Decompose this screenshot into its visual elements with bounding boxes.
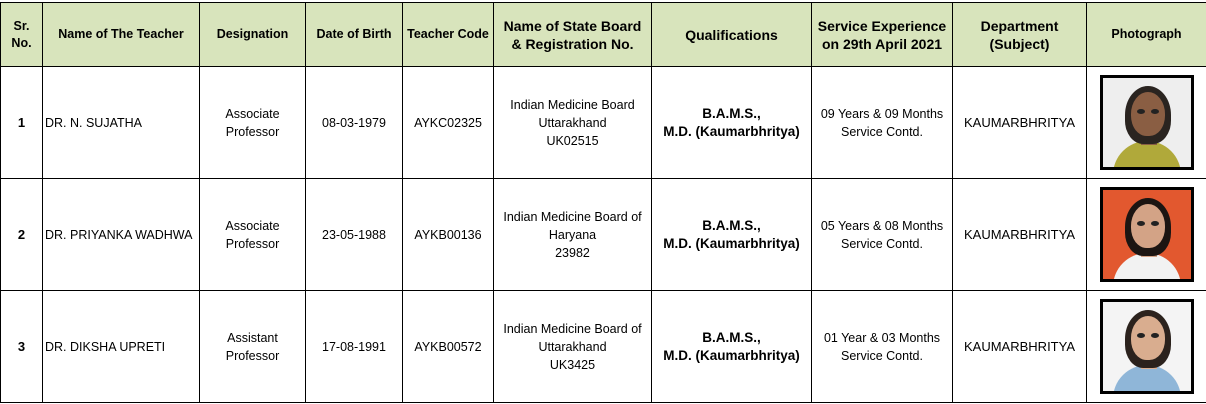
state-board-cell — [494, 179, 652, 291]
qualifications-line: M.D. (Kaumarbhritya) — [663, 235, 800, 251]
photo-face — [1131, 204, 1165, 248]
teacher-code-cell: AYKB00136 — [403, 179, 494, 291]
designation-cell: Associate Professor — [200, 67, 306, 179]
date-of-birth-cell: 17-08-1991 — [306, 291, 403, 403]
service-experience-line: 01 Year & 03 Months — [823, 330, 941, 345]
col-header-designation: Designation — [200, 3, 306, 67]
sr-no-cell: 2 — [1, 179, 43, 291]
table-row — [1, 67, 1206, 179]
department-cell: KAUMARBHRITYA — [953, 67, 1087, 179]
col-header-service-experience: Service Experience on 29th April 2021 — [812, 3, 953, 67]
teacher-photo — [1100, 299, 1194, 394]
date-of-birth-cell: 23-05-1988 — [306, 179, 403, 291]
col-header-sr-no: Sr. No. — [1, 3, 43, 67]
qualifications-line: M.D. (Kaumarbhritya) — [663, 123, 800, 139]
state-board-line: UK02515 — [546, 133, 599, 148]
state-board-line: 23982 — [555, 245, 590, 260]
qualifications-cell — [652, 179, 812, 291]
qualifications-line: B.A.M.S., — [702, 217, 761, 233]
state-board-line: Haryana — [548, 227, 597, 242]
qualifications-cell — [652, 67, 812, 179]
sr-no-cell: 1 — [1, 67, 43, 179]
teacher-code-cell: AYKB00572 — [403, 291, 494, 403]
faculty-table — [0, 2, 1206, 403]
photograph-cell — [1087, 179, 1206, 291]
department-cell: KAUMARBHRITYA — [953, 179, 1087, 291]
col-header-department: Department (Subject) — [953, 3, 1087, 67]
photo-face — [1131, 92, 1165, 136]
state-board-line: Indian Medicine Board — [510, 97, 635, 112]
service-experience-line: Service Contd. — [841, 124, 923, 139]
service-experience-line: Service Contd. — [841, 236, 923, 251]
teacher-code-cell: AYKC02325 — [403, 67, 494, 179]
designation-cell: Associate Professor — [200, 179, 306, 291]
state-board-cell — [494, 291, 652, 403]
col-header-teacher-code: Teacher Code — [403, 3, 494, 67]
photo-eye — [1151, 333, 1159, 338]
header-row — [1, 3, 1206, 67]
table-row — [1, 179, 1206, 291]
state-board-line: UK3425 — [549, 357, 596, 372]
col-header-date-of-birth: Date of Birth — [306, 3, 403, 67]
state-board-line: Uttarakhand — [538, 115, 607, 130]
photo-eye — [1137, 109, 1145, 114]
designation-cell: Assistant Professor — [200, 291, 306, 403]
photograph-cell — [1087, 67, 1206, 179]
col-header-qualifications: Qualifications — [652, 3, 812, 67]
state-board-cell — [494, 67, 652, 179]
state-board-line: Uttarakhand — [538, 339, 607, 354]
teacher-name-cell: DR. PRIYANKA WADHWA — [43, 179, 200, 291]
col-header-teacher-name: Name of The Teacher — [43, 3, 200, 67]
state-board-line: Indian Medicine Board of — [503, 209, 642, 224]
service-experience-cell — [812, 179, 953, 291]
photo-eye — [1151, 109, 1159, 114]
date-of-birth-cell: 08-03-1979 — [306, 67, 403, 179]
department-cell: KAUMARBHRITYA — [953, 291, 1087, 403]
state-board-line: Indian Medicine Board of — [503, 321, 642, 336]
table-row — [1, 291, 1206, 403]
col-header-photograph: Photograph — [1087, 3, 1206, 67]
photograph-cell — [1087, 291, 1206, 403]
photo-eye — [1137, 221, 1145, 226]
qualifications-line: B.A.M.S., — [702, 105, 761, 121]
service-experience-line: 05 Years & 08 Months — [820, 218, 944, 233]
qualifications-line: M.D. (Kaumarbhritya) — [663, 347, 800, 363]
service-experience-cell — [812, 67, 953, 179]
table-body — [1, 67, 1206, 403]
service-experience-cell — [812, 291, 953, 403]
photo-face — [1131, 316, 1165, 360]
qualifications-cell — [652, 291, 812, 403]
teacher-name-cell: DR. N. SUJATHA — [43, 67, 200, 179]
col-header-state-board: Name of State Board & Registration No. — [494, 3, 652, 67]
service-experience-line: 09 Years & 09 Months — [820, 106, 944, 121]
qualifications-line: B.A.M.S., — [702, 329, 761, 345]
teacher-photo — [1100, 187, 1194, 282]
service-experience-line: Service Contd. — [841, 348, 923, 363]
teacher-photo — [1100, 75, 1194, 170]
photo-eye — [1137, 333, 1145, 338]
photo-eye — [1151, 221, 1159, 226]
sr-no-cell: 3 — [1, 291, 43, 403]
teacher-name-cell: DR. DIKSHA UPRETI — [43, 291, 200, 403]
